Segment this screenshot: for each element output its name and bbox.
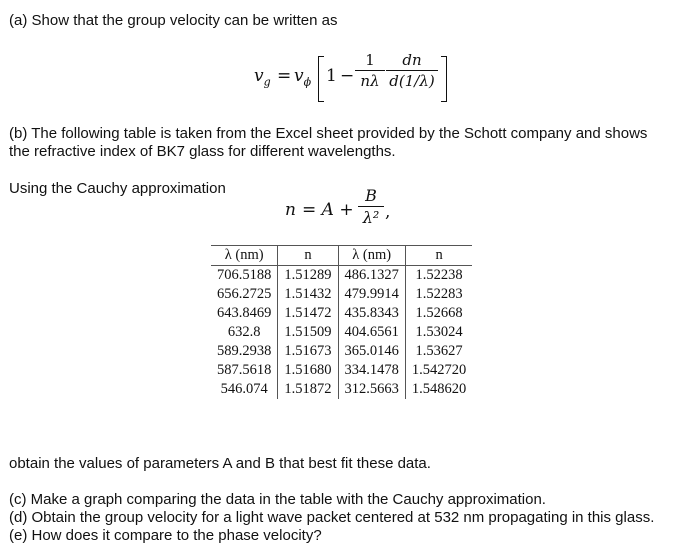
header-wavelength-2: λ (nm) bbox=[338, 246, 405, 266]
cell: 1.52283 bbox=[415, 286, 463, 302]
cell: 1.52238 bbox=[415, 267, 463, 283]
cell: 1.51872 bbox=[278, 380, 338, 399]
refractive-index-table bbox=[211, 245, 472, 399]
eq-lhs: $v_g$ bbox=[254, 66, 271, 89]
cell: 1.51680 bbox=[278, 361, 338, 380]
cell: 486.1327 bbox=[338, 266, 405, 286]
eq-coef: $v_\phi$ bbox=[294, 66, 312, 89]
part-a-text: (a) Show that the group velocity can be written as bbox=[9, 12, 338, 29]
eq-equals: = bbox=[277, 66, 292, 86]
cell: 435.8343 bbox=[338, 304, 405, 323]
cauchy-rhs: = A + bbox=[302, 200, 354, 220]
cell: 1.53024 bbox=[415, 324, 463, 340]
table-row bbox=[211, 304, 472, 323]
header-wavelength-1: λ (nm) bbox=[211, 246, 278, 266]
eq-one: 1 bbox=[326, 66, 337, 86]
eq-left-bracket bbox=[318, 56, 324, 102]
cauchy-intro: Using the Cauchy approximation bbox=[9, 180, 226, 197]
cell: 1.51673 bbox=[278, 342, 338, 361]
part-d-text: (d) Obtain the group velocity for a light wave packet centered at 532 nm propagating in this glass. bbox=[9, 509, 655, 526]
cell: 706.5188 bbox=[211, 266, 278, 286]
cell: 643.8469 bbox=[211, 304, 278, 323]
cell: 1.51509 bbox=[278, 323, 338, 342]
cell: 587.5618 bbox=[211, 361, 278, 380]
cell: 365.0146 bbox=[338, 342, 405, 361]
cell: 1.51289 bbox=[278, 266, 338, 286]
part-b-line-1: (b) The following table is taken from the Excel sheet provided by the Schott company and shows bbox=[9, 125, 648, 142]
cell: 404.6561 bbox=[338, 323, 405, 342]
eq-fraction-1: $\frac{1}{n\lambda}$ bbox=[355, 51, 385, 90]
table-row bbox=[211, 285, 472, 304]
cell: 1.548620 bbox=[411, 381, 467, 397]
cell: 312.5663 bbox=[338, 380, 405, 399]
table-row bbox=[211, 361, 472, 380]
cauchy-fraction: $\frac{B}{\text{λ²}}$ bbox=[358, 186, 384, 227]
part-c-text: (c) Make a graph comparing the data in the table with the Cauchy approximation. bbox=[9, 491, 546, 508]
cell: 1.51432 bbox=[278, 285, 338, 304]
eq-right-bracket bbox=[441, 56, 447, 102]
cell: 546.074 bbox=[211, 380, 278, 399]
header-n-1: n bbox=[278, 246, 338, 266]
cell: 1.53627 bbox=[415, 343, 463, 359]
header-n-2: n bbox=[405, 246, 472, 266]
table-row bbox=[211, 342, 472, 361]
cauchy-lhs: n bbox=[285, 200, 296, 220]
eq-fraction-2: $\frac{dn}{d(1/\lambda)}$ bbox=[386, 51, 438, 90]
cell: 1.51472 bbox=[278, 304, 338, 323]
cell: 334.1478 bbox=[338, 361, 405, 380]
table-row bbox=[211, 266, 472, 286]
cell: 632.8 bbox=[211, 323, 278, 342]
eq-minus: − bbox=[340, 66, 355, 86]
cauchy-comma: , bbox=[385, 202, 391, 222]
part-b-line-2: the refractive index of BK7 glass for different wavelengths. bbox=[9, 143, 396, 160]
cell: 1.542720 bbox=[411, 362, 467, 378]
cell: 1.52668 bbox=[415, 305, 463, 321]
cell: 589.2938 bbox=[211, 342, 278, 361]
cell: 656.2725 bbox=[211, 285, 278, 304]
table-row bbox=[211, 380, 472, 399]
cell: 479.9914 bbox=[338, 285, 405, 304]
table-header-row bbox=[211, 246, 472, 266]
table-row bbox=[211, 323, 472, 342]
part-e-text: (e) How does it compare to the phase velocity? bbox=[9, 527, 322, 544]
obtain-text: obtain the values of parameters A and B that best fit these data. bbox=[9, 455, 431, 472]
